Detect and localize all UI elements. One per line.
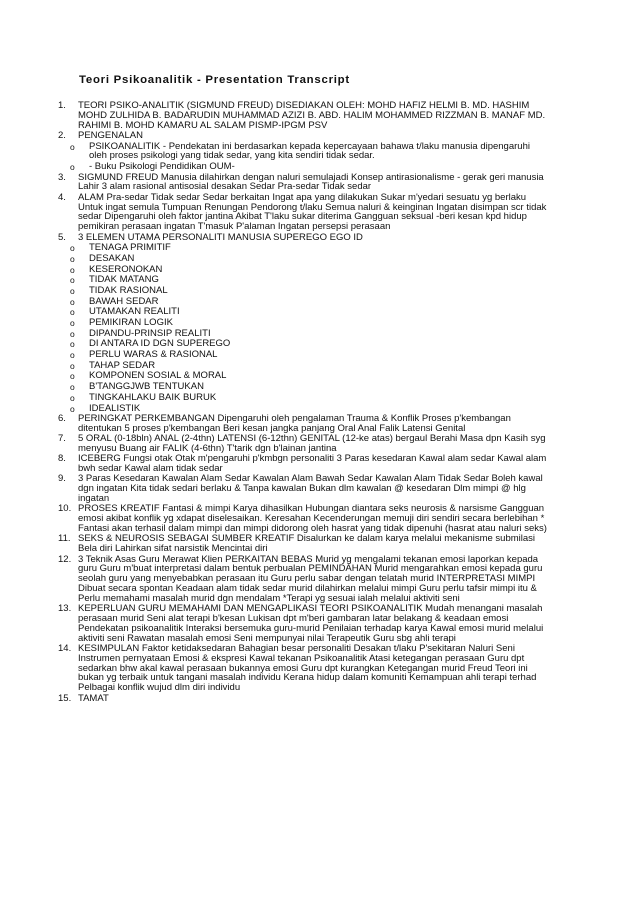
list-item-number: 1.: [58, 100, 66, 111]
sub-list-item-text-line: IDEALISTIK: [89, 402, 141, 414]
bullet-icon: o: [70, 307, 75, 318]
sub-list-item-text-line: KESERONOKAN: [89, 263, 163, 275]
sub-list-item: [0, 142, 638, 162]
sub-list-item: [0, 404, 638, 414]
list-item: [0, 644, 638, 693]
list-item-number: 8.: [58, 453, 66, 465]
list-item-text-line: RAHIMI B. MOHD KAMARU AL SALAM PISMP-IPGM PSV: [78, 119, 328, 131]
list-item-text-line: Perlu memahami masalah murid dgn mendalam *Terapi yg sesuai ialah melalui aktiviti seni: [78, 592, 460, 604]
bullet-icon: o: [70, 339, 75, 350]
sub-list-item: [0, 329, 638, 339]
bullet-icon: o: [70, 360, 75, 371]
bullet-icon: o: [70, 264, 75, 275]
bullet-icon: o: [70, 243, 75, 254]
list-item: [0, 534, 638, 554]
list-item: [0, 414, 638, 434]
list-item-text-line: TAMAT: [78, 692, 109, 704]
sub-list-item-text-line: oleh proses psikologi yang tidak sedar, yang kita sendiri tidak sedar.: [89, 150, 375, 162]
sub-list-item: [0, 286, 638, 296]
list-item-text-line: ditentukan 5 proses p'kembangan Beri kesan jangka panjang Oral Anal Falik Latensi Genital: [78, 422, 466, 434]
sub-list-item: [0, 275, 638, 285]
bullet-icon: o: [70, 318, 75, 329]
list-item-text-line: perasaan murid Seni alat terapi b'kesan Lukisan dpt m'beri gambaran latar belakang & keadaan emosi: [78, 613, 509, 624]
sub-list-item-text-line: - Buku Psikologi Pendidikan OUM-: [89, 161, 235, 173]
sub-list-item-text-line: PEMIKIRAN LOGIK: [89, 317, 173, 329]
list-item: [0, 474, 638, 503]
list-item-text-line: menyusu Buang air FALIK (4-6thn) T'tarik dgn b'lainan jantina: [78, 442, 337, 454]
list-item-text-line: PROSES KREATIF Fantasi & mimpi Karya dihasilkan Hubungan diantara seks neurosis & narsisme Gangguan: [78, 503, 545, 515]
list-item-number: 3.: [58, 171, 66, 183]
list-item-text-line: Fantasi akan terhasil dalam mimpi dan mimpi didorong oleh hasrat yang tidak dipenuhi (hasrat atau naluri seks): [78, 523, 547, 535]
list-item-text-line: bukan yg terbaik untuk tangani masalah individu Kerana hidup dalam komuniti Kemampuan ahli terapi terhad: [78, 672, 537, 684]
list-item-text-line: SEKS & NEUROSIS SEBAGAI SUMBER KREATIF Disalurkan ke dalam karya melalui mekanisme submilasi: [78, 533, 536, 545]
list-item-number: 15.: [58, 692, 72, 704]
sub-list-item: [0, 254, 638, 264]
list-item-number: 4.: [58, 191, 66, 203]
list-item-text-line: aktiviti seni Rawatan masalah emosi Seni mempunyai nilai Terapeutik Guru sbg ahli terapi: [78, 632, 456, 644]
sub-list-item: [0, 382, 638, 392]
list-item-text-line: sedar Dipengaruhi oleh faktor jantina Akibat T'laku sukar diterima Gangguan seksual -beri kesan kpd hidup: [78, 211, 527, 223]
sub-list-item-text-line: B'TANGGJWB TENTUKAN: [89, 381, 204, 393]
bullet-icon: o: [70, 253, 75, 264]
sub-list-item: [0, 339, 638, 349]
list-item-number: 10.: [58, 503, 72, 515]
list-item: [0, 555, 638, 604]
document-title: Teori Psikoanalitik - Presentation Transcript: [79, 74, 350, 86]
bullet-icon: o: [70, 162, 75, 173]
list-item-text-line: KEPERLUAN GURU MEMAHAMI DAN MENGAPLIKASI TEORI PSIKOANALITIK Mudah menangani masalah: [78, 603, 543, 615]
list-item-text-line: Pelbagai konflik wujud dlm diri individu: [78, 682, 241, 694]
list-item-text-line: pemikiran perasaan ingatan T'masuk P'alaman Ingatan persepsi perasaan: [78, 221, 391, 233]
list-item-text-line: Lahir 3 alam rasional antisosial desakan Sedar Pra-sedar Tidak sedar: [78, 181, 372, 193]
bullet-icon: o: [70, 328, 75, 339]
list-item: [0, 434, 638, 454]
list-item: [0, 173, 638, 193]
list-item: [0, 454, 638, 474]
list-item-text-line: 3 Teknik Asas Guru Merawat Klien PERKAITAN BEBAS Murid yg mengalami tekanan emosi laporkan kepada: [78, 553, 539, 565]
list-item-text-line: ingatan: [78, 493, 110, 505]
list-item: [0, 604, 638, 643]
sub-list-item: [0, 350, 638, 360]
list-item-number: 6.: [58, 412, 66, 424]
list-item-text-line: sedarkan bhw akal kawal perasaan bukannya emosi Guru dpt kurangkan Ketegangan murid Freud Teori ini: [78, 662, 528, 674]
list-item-text-line: SIGMUND FREUD Manusia dilahirkan dengan naluri semulajadi Konsep antirasionalisme - gerak geri manusia: [78, 171, 544, 183]
list-item-text-line: Pendekatan psikoanalitik Interaksi bersemuka guru-murid Penilaian terhadap karya Kawal emosi murid melalui: [78, 622, 544, 634]
bullet-icon: o: [70, 350, 75, 361]
sub-list-item: [0, 243, 638, 253]
list-item-text-line: 3 ELEMEN UTAMA PERSONALITI MANUSIA SUPEREGO EGO ID: [78, 231, 363, 243]
list-item-text-line: PENGENALAN: [78, 129, 143, 141]
sub-list-item-text-line: TENAGA PRIMITIF: [89, 242, 171, 254]
sub-list-item-text-line: TIDAK RASIONAL: [89, 284, 168, 296]
list-item-text-line: dgn ingatan Kita tidak sedari berlaku & Tanpa kawalan Bukan dlm kawalan @ kesedaran Dlm mimpi @ hlg: [78, 483, 526, 495]
list-item-text-line: emosi akibat konflik yg xdapat diselesaikan. Keresahan Kecenderungan memuji diri sendiri secara berlebihan *: [78, 513, 545, 525]
sub-list-item: [0, 318, 638, 328]
sub-list-item-text-line: UTAMAKAN REALITI: [89, 306, 180, 318]
sub-list-item-text-line: BAWAH SEDAR: [89, 295, 159, 307]
sub-list-item: [0, 371, 638, 381]
list-item-number: 9.: [58, 473, 66, 485]
list-item-text-line: MOHD ZULHIDA B. BADARUDIN MUHAMMAD AZIZI B. ABD. HALIM MOHAMMED RIZZMAN B. MANAF MD.: [78, 109, 546, 121]
bullet-icon: o: [70, 141, 75, 152]
bullet-icon: o: [70, 285, 75, 296]
list-item-text-line: Untuk ingat semula Tumpuan Renungan Pendorong t/laku Semua naluri & keinginan Ingatan disimpan scr tidak: [78, 201, 547, 213]
list-item-number: 11.: [58, 533, 71, 545]
list-item-text-line: seolah guru yang menyebabkan perasaan itu Guru perlu sabar dengan telatah murid INTERPRETASI MIMPI: [78, 573, 536, 585]
list-item-number: 12.: [58, 553, 72, 565]
bullet-icon: o: [70, 382, 75, 393]
bullet-icon: o: [70, 275, 75, 286]
bullet-icon: o: [70, 392, 75, 403]
sub-list-item: [0, 361, 638, 371]
numbered-list: [0, 101, 638, 703]
sub-list-item-text-line: PSIKOANALITIK - Pendekatan ini berdasarkan kepada kepercayaan bahawa t/laku manusia dipengaruhi: [89, 140, 530, 152]
sub-list-item-text-line: KOMPONEN SOSIAL & MORAL: [89, 370, 227, 382]
list-item: [0, 193, 638, 232]
sub-list-item: [0, 393, 638, 403]
list-item-text-line: PERINGKAT PERKEMBANGAN Dipengaruhi oleh pengalaman Trauma & Konflik Proses p'kembangan: [78, 412, 511, 424]
list-item-text-line: 5 ORAL (0-18bln) ANAL (2-4thn) LATENSI (6-12thn) GENITAL (12-ke atas) bergaul Berahi Masa dpn Kasih syg: [78, 433, 546, 445]
bullet-icon: o: [70, 371, 75, 382]
sub-list-item: [0, 297, 638, 307]
sub-list-item-text-line: DESAKAN: [89, 252, 135, 264]
list-item-text-line: ICEBERG Fungsi otak Otak m'pengaruhi p'kmbgn personaliti 3 Paras kesedaran Kawal alam sedar Kawal alam: [78, 453, 547, 465]
sub-list-item-text-line: DIPANDU-PRINSIP REALITI: [89, 327, 211, 339]
sub-list-item-text-line: TAHAP SEDAR: [89, 359, 156, 371]
list-item-text-line: TEORI PSIKO-ANALITIK (SIGMUND FREUD) DISEDIAKAN OLEH: MOHD HAFIZ HELMI B. MD. HASHIM: [78, 100, 530, 111]
list-item-number: 14.: [58, 642, 72, 654]
list-item: [0, 694, 638, 704]
sub-list-item: [0, 162, 638, 172]
list-item-text-line: bwh sedar Kawal alam tidak sedar: [78, 463, 223, 475]
sub-list-item-text-line: DI ANTARA ID DGN SUPEREGO: [89, 338, 231, 350]
sub-list-item-text-line: TIDAK MATANG: [89, 274, 159, 286]
list-item-number: 13.: [58, 603, 72, 615]
list-item-text-line: ALAM Pra-sedar Tidak sedar Sedar berkaitan Ingat apa yang dilakukan Sukar m'yedari sesuatu yg berlaku: [78, 191, 527, 203]
sub-list-item: [0, 265, 638, 275]
list-item-text-line: 3 Paras Kesedaran Kawalan Alam Sedar Kawalan Alam Bawah Sedar Kawalan Alam Tidak Sedar Boleh kawal: [78, 473, 543, 485]
list-item: [0, 101, 638, 130]
list-item-text-line: KESIMPULAN Faktor ketidaksedaran Bahagian besar personaliti Desakan t/laku P'sekitaran Naluri Seni: [78, 642, 515, 654]
list-item-number: 7.: [58, 433, 66, 445]
list-item-text-line: Instrumen pernyataan Emosi & ekspresi Kawal tekanan Psikoanalitik Atasi ketegangan perasaan Guru dpt: [78, 652, 525, 664]
list-item-number: 2.: [58, 129, 66, 141]
list-item: [0, 131, 638, 141]
bullet-icon: o: [70, 296, 75, 307]
list-item-text-line: Bela diri Lahirkan sifat narsistik Mencintai diri: [78, 543, 268, 555]
sub-list-item: [0, 307, 638, 317]
bullet-icon: o: [70, 403, 75, 414]
list-item-text-line: Dibuat secara spontan Keadaan alam tidak sedar murid dilahirkan melalui mimpi Guru perlu tafsir mimpi itu &: [78, 583, 537, 595]
sub-list-item-text-line: PERLU WARAS & RASIONAL: [89, 349, 218, 361]
list-item: [0, 504, 638, 533]
list-item-number: 5.: [58, 231, 66, 243]
list-item: [0, 233, 638, 243]
list-item-text-line: guru Guru m'buat interpretasi dalam bentuk perbualan PEMINDAHAN Murid mengarahkan emosi kepada guru: [78, 563, 543, 575]
sub-list-item-text-line: TINGKAHLAKU BAIK BURUK: [89, 391, 217, 403]
